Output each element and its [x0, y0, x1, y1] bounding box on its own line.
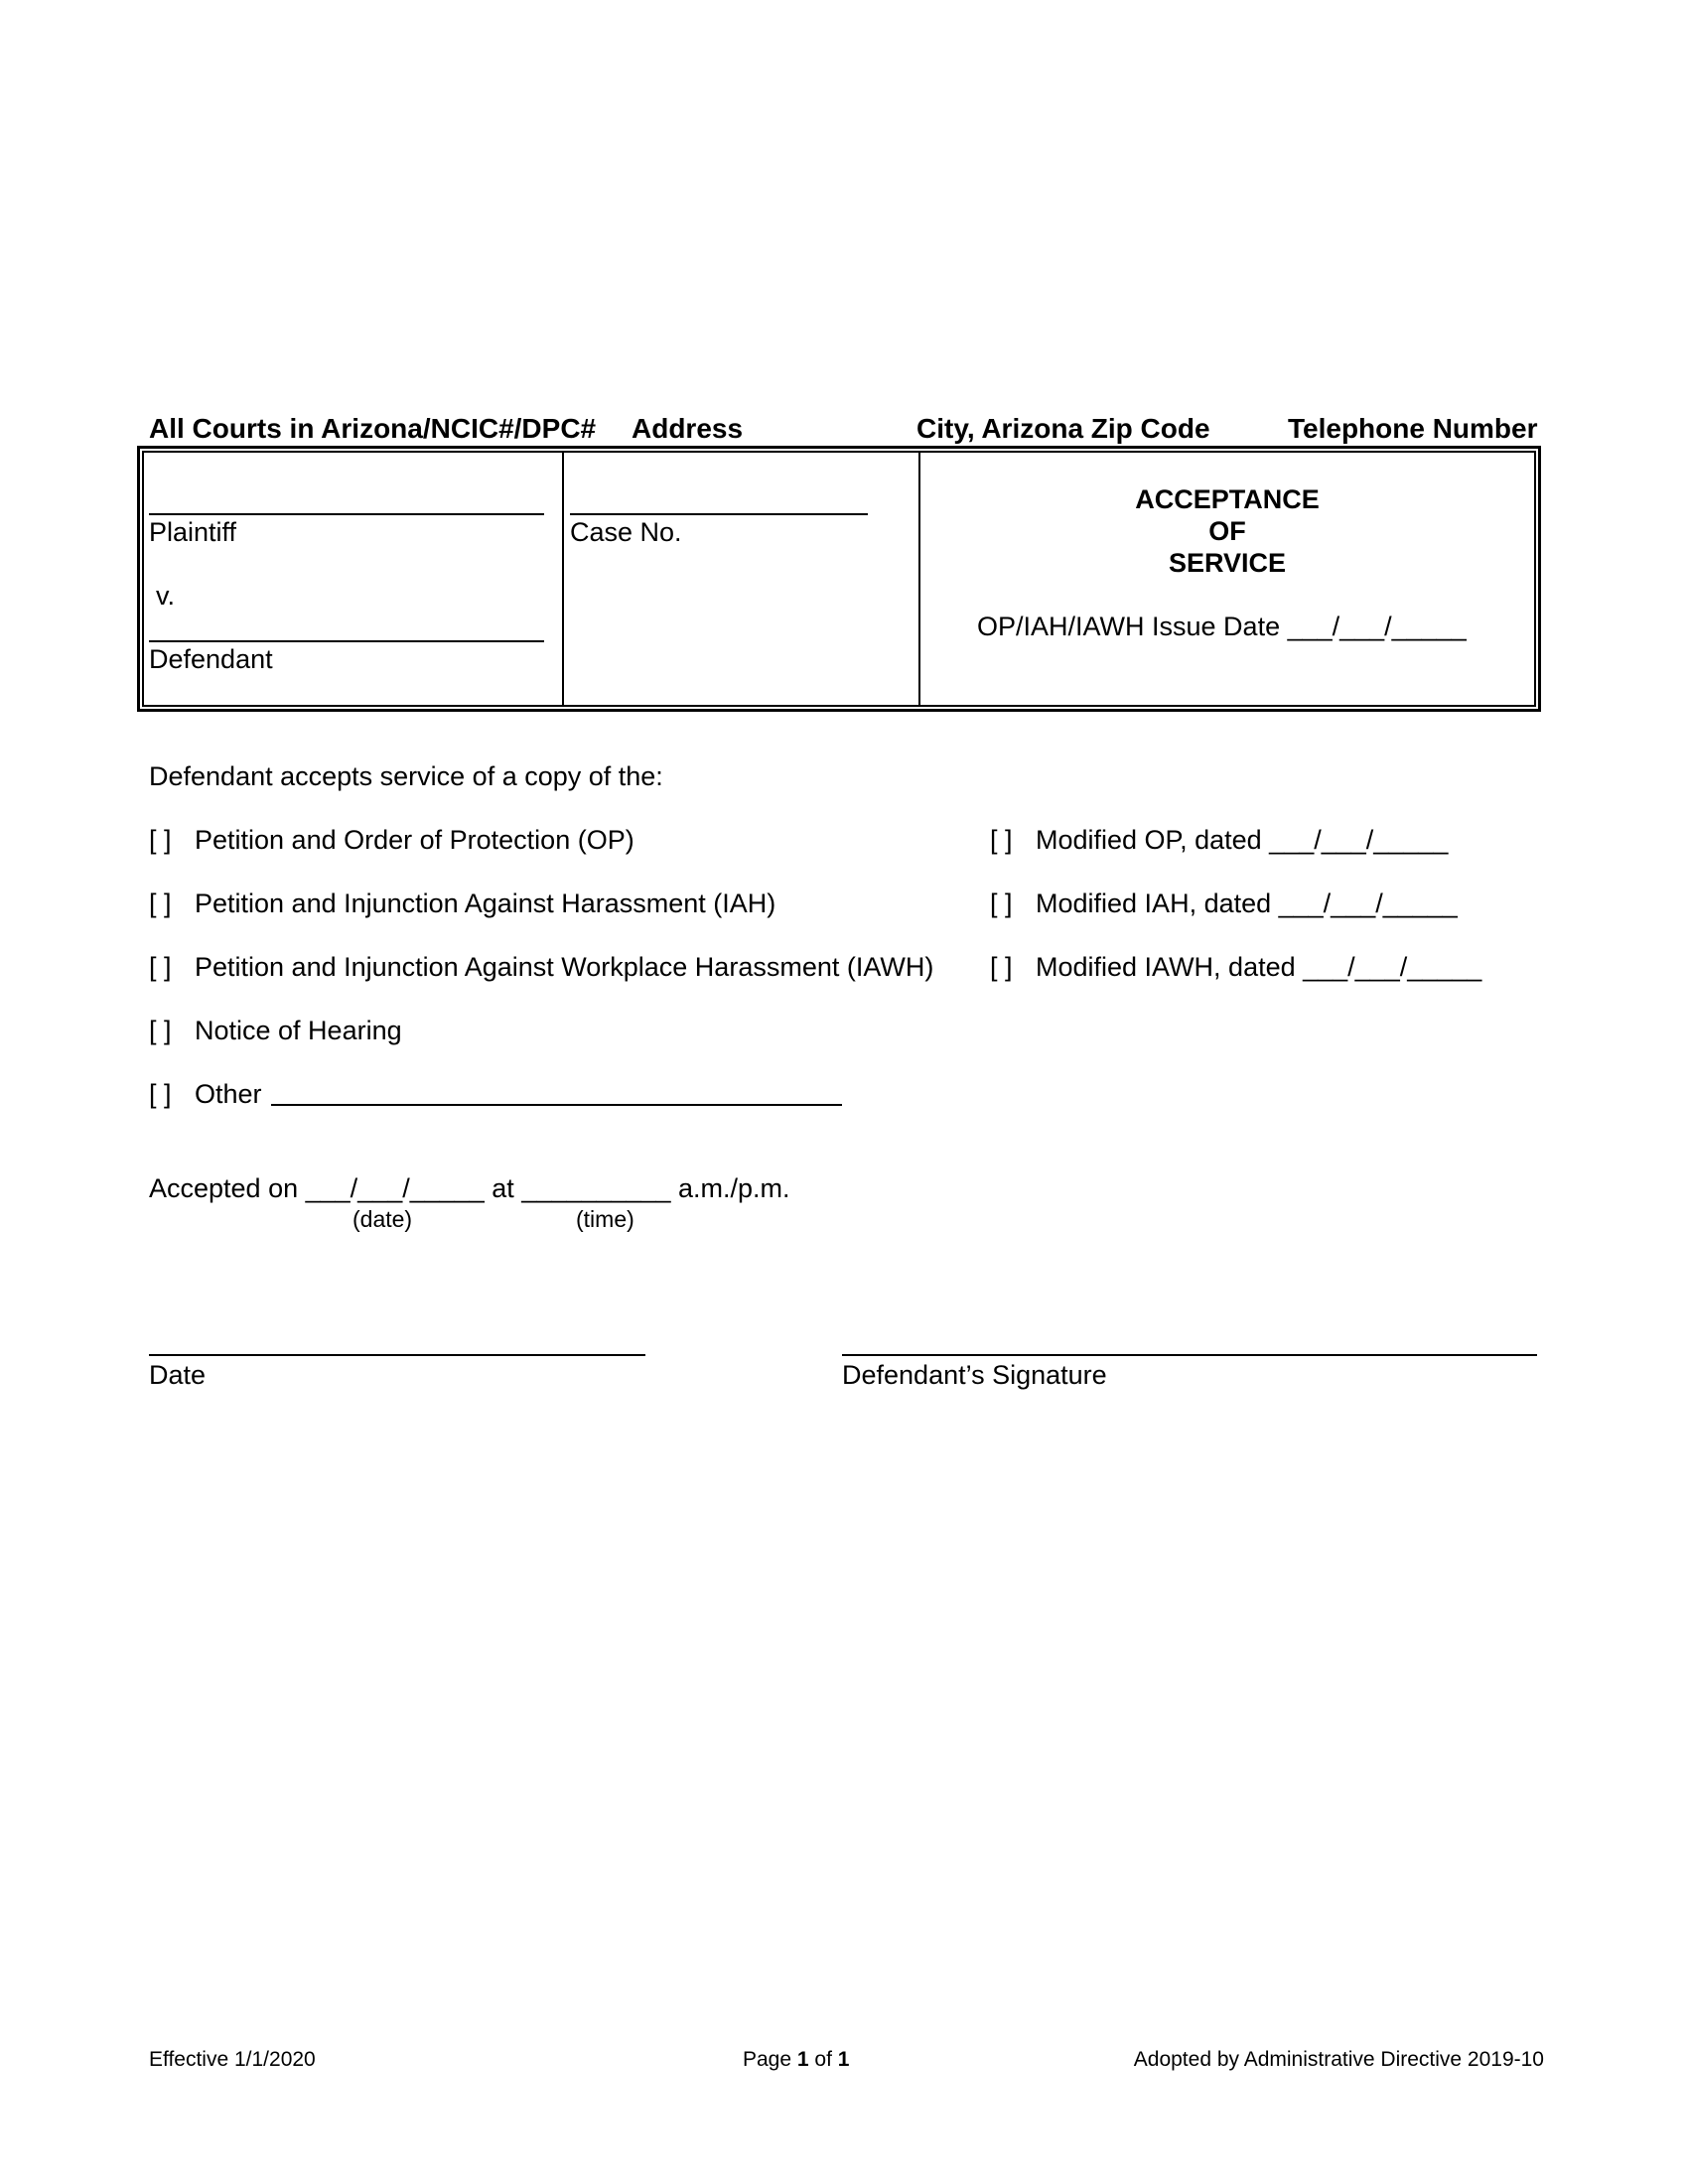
- versus-label: v.: [156, 581, 175, 611]
- defendant-signature-line[interactable]: [842, 1354, 1537, 1356]
- plaintiff-label: Plaintiff: [149, 517, 237, 547]
- other-field[interactable]: [271, 1104, 842, 1106]
- header-address: Address: [632, 413, 744, 444]
- form-title-line3: SERVICE: [1168, 548, 1287, 578]
- date-label: Date: [149, 1360, 207, 1390]
- defendant-label: Defendant: [149, 644, 273, 674]
- checkbox-modified-iawh[interactable]: [ ]: [990, 952, 1013, 982]
- plaintiff-field[interactable]: [149, 513, 544, 515]
- footer-adopted: Adopted by Administrative Directive 2019-10: [1133, 2048, 1544, 2071]
- form-title-line2: OF: [1208, 516, 1246, 546]
- footer-page-number: [743, 2048, 849, 2072]
- checkbox-iawh[interactable]: [ ]: [149, 952, 172, 982]
- header-courts: All Courts in Arizona/NCIC#/DPC#: [149, 413, 597, 444]
- footer-effective: Effective 1/1/2020: [149, 2048, 316, 2071]
- checkbox-label-modified-iah: Modified IAH, dated ___/___/_____: [1036, 888, 1458, 918]
- case-number-field[interactable]: [570, 513, 868, 515]
- defendant-field[interactable]: [149, 640, 544, 642]
- defendant-signature-label: Defendant’s Signature: [842, 1360, 1107, 1390]
- issue-date-field[interactable]: OP/IAH/IAWH Issue Date ___/___/_____: [977, 612, 1467, 641]
- intro-text: Defendant accepts service of a copy of the:: [149, 761, 663, 791]
- date-signature-line[interactable]: [149, 1354, 645, 1356]
- header-telephone: Telephone Number: [1288, 413, 1538, 444]
- checkbox-label-iawh: Petition and Injunction Against Workplace Harassment (IAWH): [195, 952, 934, 982]
- header-city: City, Arizona Zip Code: [916, 413, 1210, 444]
- footer-page-current: 1: [796, 2048, 809, 2071]
- form-title-line1: ACCEPTANCE: [1135, 484, 1320, 514]
- checkbox-label-modified-iawh: Modified IAWH, dated ___/___/_____: [1036, 952, 1482, 982]
- checkbox-label-iah: Petition and Injunction Against Harassment (IAH): [195, 888, 776, 918]
- checkbox-other[interactable]: [ ]: [149, 1079, 172, 1109]
- checkbox-label-modified-op: Modified OP, dated ___/___/_____: [1036, 825, 1449, 855]
- checkbox-op[interactable]: [ ]: [149, 825, 172, 855]
- footer-page-of: of: [808, 2048, 838, 2071]
- date-caption: (date): [352, 1206, 413, 1232]
- accepted-on-field[interactable]: Accepted on ___/___/_____ at __________ a.m./p.m.: [149, 1173, 790, 1203]
- case-number-label: Case No.: [570, 517, 682, 547]
- checkbox-label-notice: Notice of Hearing: [195, 1016, 402, 1045]
- checkbox-modified-op[interactable]: [ ]: [990, 825, 1013, 855]
- checkbox-label-op: Petition and Order of Protection (OP): [195, 825, 634, 855]
- footer-page-total: 1: [837, 2048, 850, 2071]
- time-caption: (time): [576, 1206, 634, 1232]
- footer-page-prefix: Page: [743, 2048, 797, 2071]
- checkbox-iah[interactable]: [ ]: [149, 888, 172, 918]
- checkbox-modified-iah[interactable]: [ ]: [990, 888, 1013, 918]
- checkbox-notice[interactable]: [ ]: [149, 1016, 172, 1045]
- caption-divider-1: [562, 451, 564, 707]
- checkbox-label-other: Other: [195, 1079, 262, 1109]
